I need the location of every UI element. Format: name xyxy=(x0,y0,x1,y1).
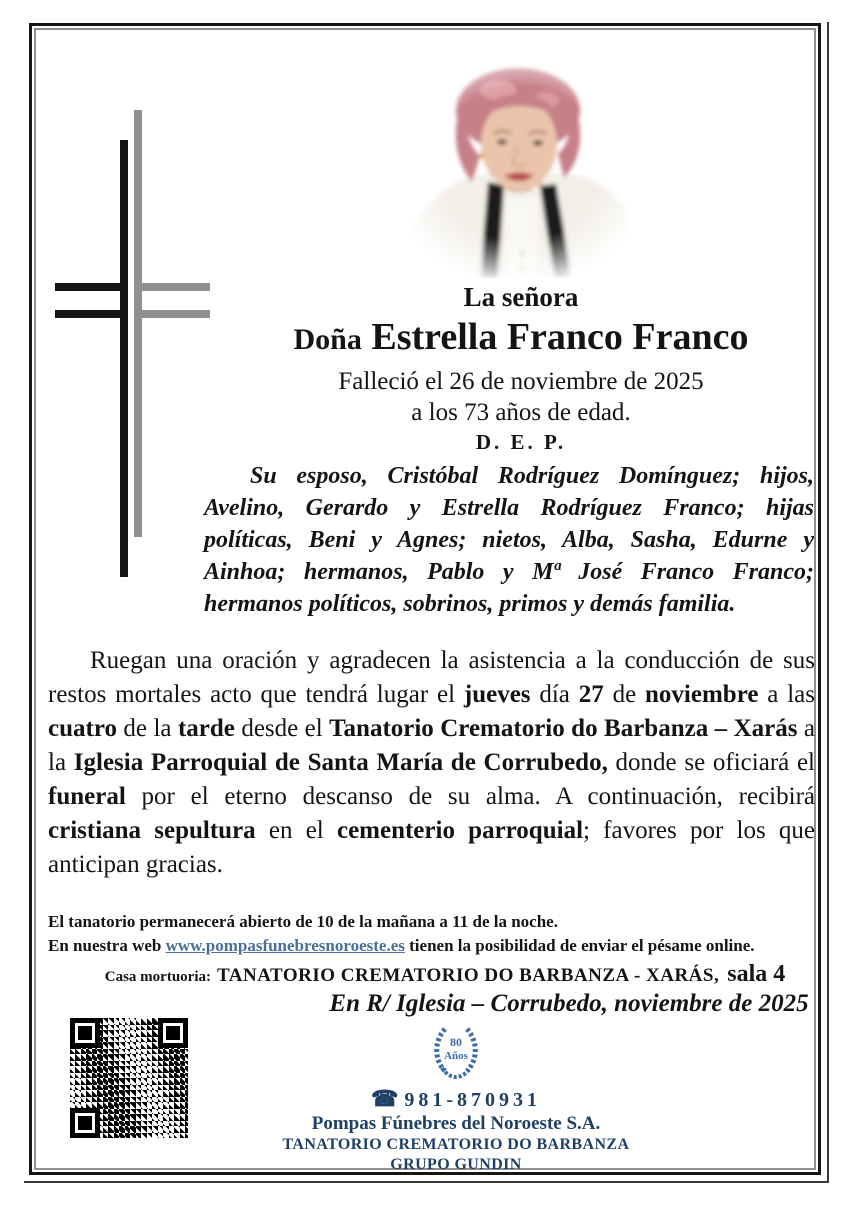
facility-name: TANATORIO CREMATORIO DO BARBANZA xyxy=(282,1136,630,1153)
scan-shadow-bottom xyxy=(24,1181,829,1183)
header-block xyxy=(228,280,814,456)
badge-word: Años xyxy=(444,1050,468,1062)
phone-icon: ☎ xyxy=(370,1086,399,1111)
dep-line: D. E. P. xyxy=(475,430,567,454)
notes-block xyxy=(48,910,815,958)
phone-line xyxy=(96,1087,816,1112)
anniversary-laurel-badge-icon xyxy=(428,1024,484,1080)
place-date-line: En R/ Iglesia – Corrubedo, noviembre de 2025 xyxy=(329,990,809,1017)
tanatorio-hours-line: El tanatorio permanecerá abierto de 10 de la mañana a 11 de la noche. xyxy=(48,912,558,931)
mortuary-room: sala 4 xyxy=(727,961,786,987)
mortuary-line xyxy=(70,961,820,988)
web-line-prefix: En nuestra web xyxy=(48,936,166,955)
portrait-photo xyxy=(400,58,640,278)
cross-black-arm-lower xyxy=(55,310,128,318)
family-paragraph: Su esposo, Cristóbal Rodríguez Domínguez; hijos, Avelino, Gerardo y Estrella Rodríguez Franco; hijas políticas, Beni y Agnes; nietos, Alba, Sasha, Edurne y Ainhoa; hermanos, Pablo y Mª José Franco Franco; hermanos políticos, sobrinos, primos y demás familia. xyxy=(204,463,814,617)
honorific-line: La señora xyxy=(463,282,579,312)
funeral-home-block xyxy=(96,1024,816,1175)
group-name: GRUPO GUNDIN xyxy=(390,1156,522,1173)
scan-shadow-right xyxy=(827,22,829,1183)
cross-black-vertical xyxy=(120,140,128,577)
phone-number: 981-870931 xyxy=(404,1089,542,1111)
cross-gray-vertical xyxy=(134,110,142,537)
web-pesame-line xyxy=(48,934,815,958)
name-prefix: Doña xyxy=(293,323,362,356)
deceased-name xyxy=(228,314,814,363)
company-name: Pompas Fúnebres del Noroeste S.A. xyxy=(311,1113,601,1134)
cross-black-arm-upper xyxy=(55,283,128,291)
cross-gray-arm-upper xyxy=(134,283,210,291)
death-date-line: Falleció el 26 de noviembre de 2025 xyxy=(338,368,704,395)
funeral-announcement: Ruegan una oración y agradecen la asistencia a la conducción de sus restos mortales acto que tendrá lugar el jueves día 27 de noviembre a las cuatro de la tarde desde el Tanatorio Crematorio do Barbanza – Xarás a la Iglesia Parroquial de Santa María de Corrubedo, donde se oficiará el funeral por el eterno descanso de su alma. A continuación, recibirá cristiana sepultura en el cementerio parroquial; favores por los que anticipan gracias. xyxy=(48,647,816,878)
mortuary-venue: TANATORIO CREMATORIO DO BARBANZA - XARÁS, xyxy=(216,965,720,986)
age-line: a los 73 años de edad. xyxy=(411,399,631,426)
web-line-suffix: tienen la posibilidad de enviar el pésame online. xyxy=(404,936,755,955)
name-main: Estrella Franco Franco xyxy=(371,316,749,358)
cross-gray-arm-lower xyxy=(134,310,210,318)
mortuary-label: Casa mortuoria: xyxy=(104,969,211,985)
badge-number: 80 xyxy=(450,1035,462,1049)
pesame-web-link[interactable]: www.pompasfunebresnoroeste.es xyxy=(165,936,405,955)
